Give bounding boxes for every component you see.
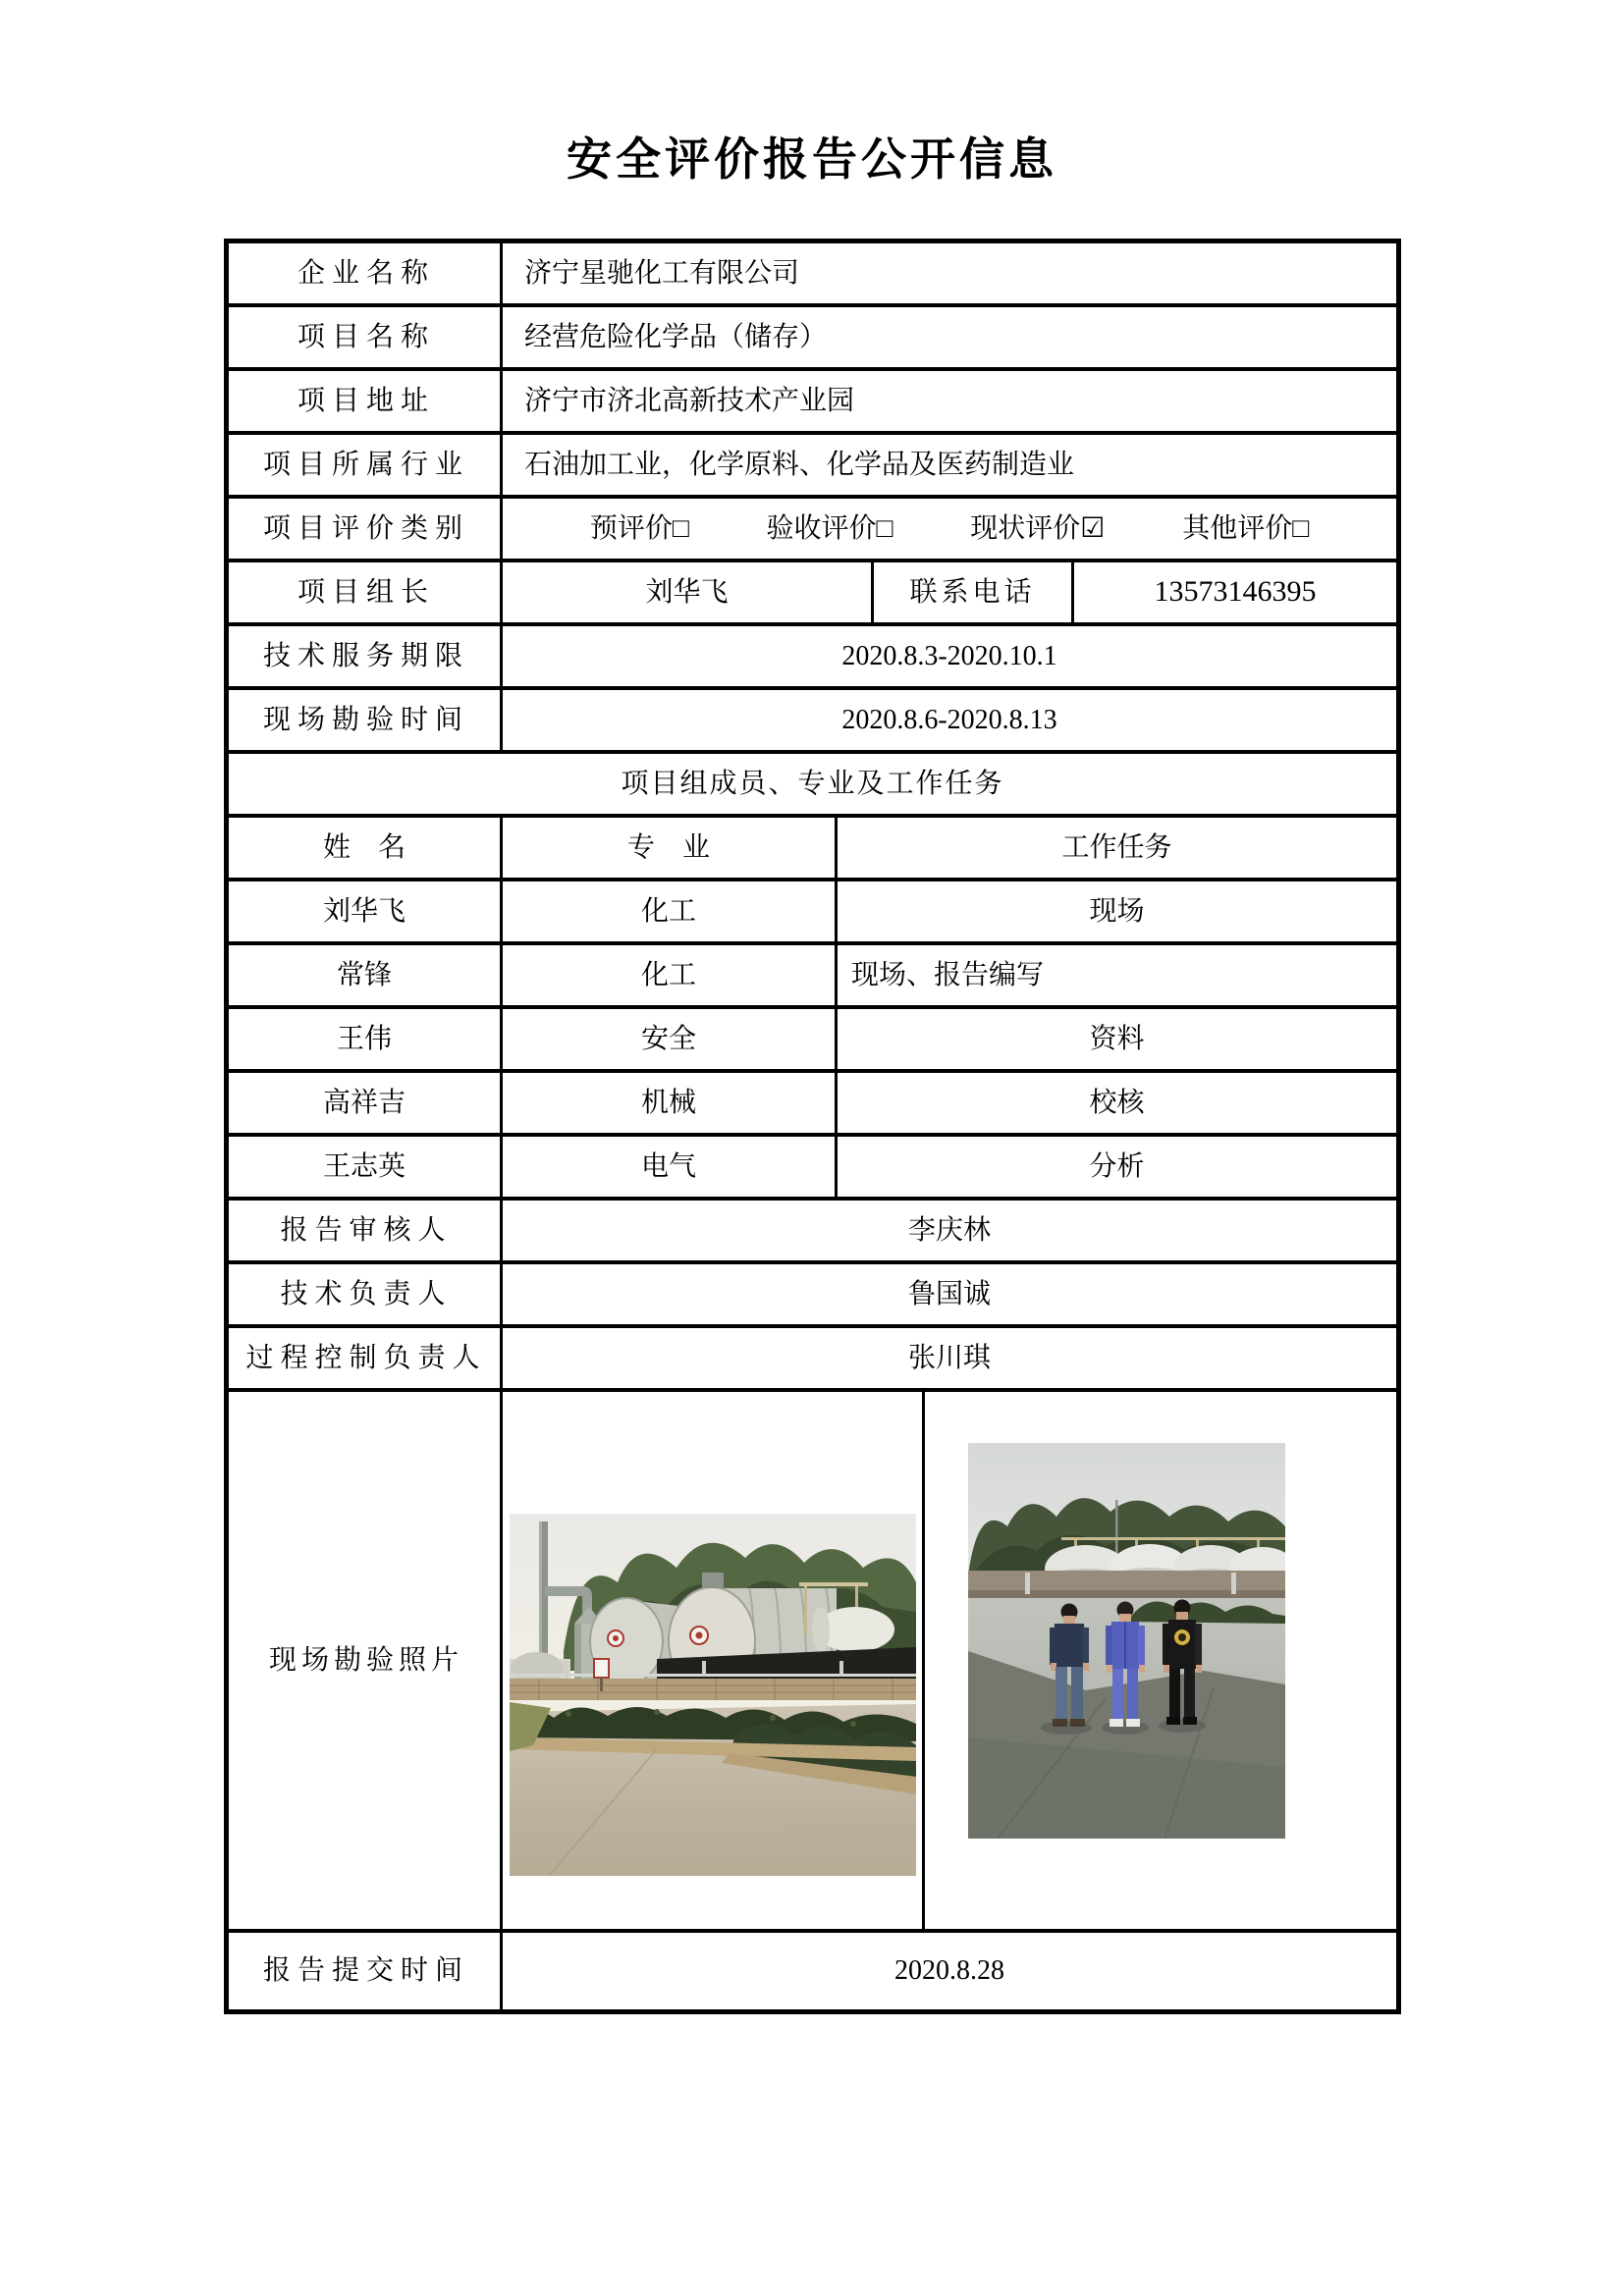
option-other-evaluation: 其他评价□ — [1182, 512, 1310, 544]
row-evaluation-category — [229, 495, 1396, 559]
contact-phone-value: 13573146395 — [1071, 562, 1396, 622]
tech-lead-value: 鲁国诚 — [500, 1264, 1396, 1324]
project-name-value: 经营危险化学品（储存） — [500, 307, 1396, 367]
evaluation-category-options — [500, 499, 1396, 559]
member-name: 刘华飞 — [322, 895, 406, 927]
project-leader-label: 项目组长 — [297, 576, 435, 608]
submit-time-label: 报告提交时间 — [262, 1955, 469, 1987]
service-period-label: 技术服务期限 — [262, 640, 469, 671]
row-site-photos — [229, 1388, 1396, 1929]
member-major: 化工 — [500, 945, 835, 1005]
info-table — [224, 239, 1401, 2014]
member-name: 高祥吉 — [322, 1087, 406, 1118]
row-project-address — [229, 367, 1396, 431]
site-photos-label: 现场勘验照片 — [268, 1644, 463, 1676]
member-major: 电气 — [500, 1137, 835, 1197]
member-name: 王伟 — [336, 1023, 392, 1054]
row-submit-time — [229, 1929, 1396, 2009]
project-leader-name: 刘华飞 — [500, 562, 871, 622]
row-report-reviewer — [229, 1197, 1396, 1260]
member-major: 化工 — [500, 881, 835, 941]
service-period-value: 2020.8.3-2020.10.1 — [500, 626, 1396, 686]
team-column-major: 专 业 — [500, 818, 835, 878]
row-service-period — [229, 622, 1396, 686]
process-control-lead-value: 张川琪 — [500, 1328, 1396, 1388]
survey-team-photo — [968, 1443, 1285, 1839]
industry-value: 石油加工业，化学原料、化学品及医药制造业 — [500, 435, 1396, 495]
team-member-row — [229, 1133, 1396, 1197]
tank-area-photo — [510, 1514, 916, 1876]
row-team-columns — [229, 814, 1396, 878]
row-survey-time — [229, 686, 1396, 750]
report-reviewer-value: 李庆林 — [500, 1201, 1396, 1260]
team-member-row — [229, 1069, 1396, 1133]
report-reviewer-label: 报告审核人 — [280, 1214, 453, 1246]
member-name: 常锋 — [336, 959, 392, 990]
option-acceptance-evaluation: 验收评价□ — [766, 512, 893, 544]
team-section-header: 项目组成员、专业及工作任务 — [621, 768, 1004, 799]
option-status-evaluation-checked: 现状评价☑ — [970, 512, 1106, 544]
member-major: 安全 — [500, 1009, 835, 1069]
team-column-name: 姓 名 — [322, 831, 406, 863]
row-project-leader — [229, 559, 1396, 622]
project-address-label: 项目地址 — [297, 385, 435, 416]
survey-time-label: 现场勘验时间 — [262, 704, 469, 735]
member-major: 机械 — [500, 1073, 835, 1133]
site-photo-cell-right — [922, 1392, 1396, 1929]
company-label: 企业名称 — [297, 257, 435, 289]
page-title: 安全评价报告公开信息 — [567, 134, 1057, 185]
member-task: 分析 — [835, 1137, 1396, 1197]
submit-time-value: 2020.8.28 — [500, 1933, 1396, 2009]
row-company — [229, 243, 1396, 303]
survey-time-value: 2020.8.6-2020.8.13 — [500, 690, 1396, 750]
team-member-row — [229, 941, 1396, 1005]
company-value: 济宁星驰化工有限公司 — [500, 243, 1396, 303]
process-control-lead-label: 过程控制负责人 — [245, 1342, 487, 1373]
team-member-row — [229, 878, 1396, 941]
tech-lead-label: 技术负责人 — [280, 1278, 453, 1309]
member-task: 资料 — [835, 1009, 1396, 1069]
row-team-section-header — [229, 750, 1396, 814]
evaluation-category-label: 项目评价类别 — [262, 512, 469, 544]
contact-phone-label: 联系电话 — [871, 562, 1071, 622]
industry-label: 项目所属行业 — [262, 449, 469, 480]
member-task: 现场 — [835, 881, 1396, 941]
row-process-control-lead — [229, 1324, 1396, 1388]
member-name: 王志英 — [322, 1150, 406, 1182]
option-pre-evaluation: 预评价□ — [589, 512, 689, 544]
row-tech-lead — [229, 1260, 1396, 1324]
member-task: 现场、报告编写 — [835, 945, 1396, 1005]
row-project-name — [229, 303, 1396, 367]
team-member-row — [229, 1005, 1396, 1069]
project-name-label: 项目名称 — [297, 321, 435, 352]
member-task: 校核 — [835, 1073, 1396, 1133]
team-column-task: 工作任务 — [835, 818, 1396, 878]
project-address-value: 济宁市济北高新技术产业园 — [500, 371, 1396, 431]
row-industry — [229, 431, 1396, 495]
site-photo-cell-left — [500, 1392, 922, 1929]
